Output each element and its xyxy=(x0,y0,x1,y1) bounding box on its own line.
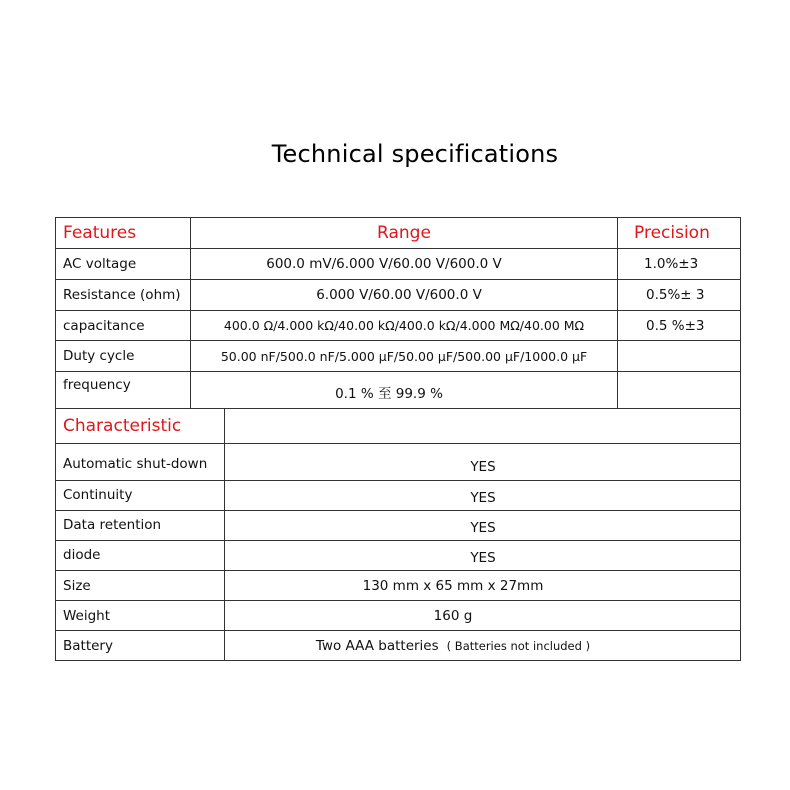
char-value-size: 130 mm x 65 mm x 27mm xyxy=(225,571,741,601)
feature-name-resistance: Resistance (ohm) xyxy=(56,280,191,311)
feature-name-ac-voltage: AC voltage xyxy=(56,249,191,280)
char-name-data-retention: Data retention xyxy=(56,511,225,541)
battery-note: ( Batteries not included ) xyxy=(446,638,591,653)
feature-name-capacitance: capacitance xyxy=(56,311,191,341)
precision-header: Precision xyxy=(618,218,741,249)
spec-table xyxy=(55,217,741,661)
features-header: Features xyxy=(56,218,191,249)
feature-precision-duty-cycle xyxy=(618,341,741,372)
char-name-auto-shutdown: Automatic shut-down xyxy=(56,444,225,481)
char-name-continuity: Continuity xyxy=(56,481,225,511)
range-header: Range xyxy=(191,218,618,249)
char-name-size: Size xyxy=(56,571,225,601)
feature-name-duty-cycle: Duty cycle xyxy=(56,341,191,372)
battery-value: Two AAA batteries xyxy=(315,637,439,654)
feature-precision-frequency xyxy=(618,372,741,409)
feature-range-duty-cycle: 50.00 nF/500.0 nF/5.000 μF/50.00 μF/500.00 μF/1000.0 μF xyxy=(191,341,618,372)
char-value-auto-shutdown: YES xyxy=(225,444,741,481)
char-name-diode: diode xyxy=(56,541,225,571)
feature-range-frequency: 0.1 % 至 99.9 % xyxy=(191,372,618,409)
char-value-weight: 160 g xyxy=(225,601,741,631)
feature-precision-ac-voltage: 1.0%±3 xyxy=(618,249,741,280)
feature-range-ac-voltage: 600.0 mV/6.000 V/60.00 V/600.0 V xyxy=(191,249,618,280)
feature-name-frequency: frequency xyxy=(56,372,191,409)
char-name-weight: Weight xyxy=(56,601,225,631)
char-value-data-retention: YES xyxy=(225,511,741,541)
page-title: Technical specifications xyxy=(271,140,559,168)
feature-range-resistance: 6.000 V/60.00 V/600.0 V xyxy=(191,280,618,311)
feature-precision-capacitance: 0.5 %±3 xyxy=(618,311,741,341)
char-value-continuity: YES xyxy=(225,481,741,511)
feature-precision-resistance: 0.5%± 3 xyxy=(618,280,741,311)
char-value-battery xyxy=(225,631,741,660)
characteristic-header: Characteristic xyxy=(56,409,225,444)
char-value-diode: YES xyxy=(225,541,741,571)
char-name-battery: Battery xyxy=(56,631,225,660)
feature-range-capacitance: 400.0 Ω/4.000 kΩ/40.00 kΩ/400.0 kΩ/4.000 MΩ/40.00 MΩ xyxy=(191,311,618,341)
characteristic-header-blank xyxy=(225,409,741,444)
